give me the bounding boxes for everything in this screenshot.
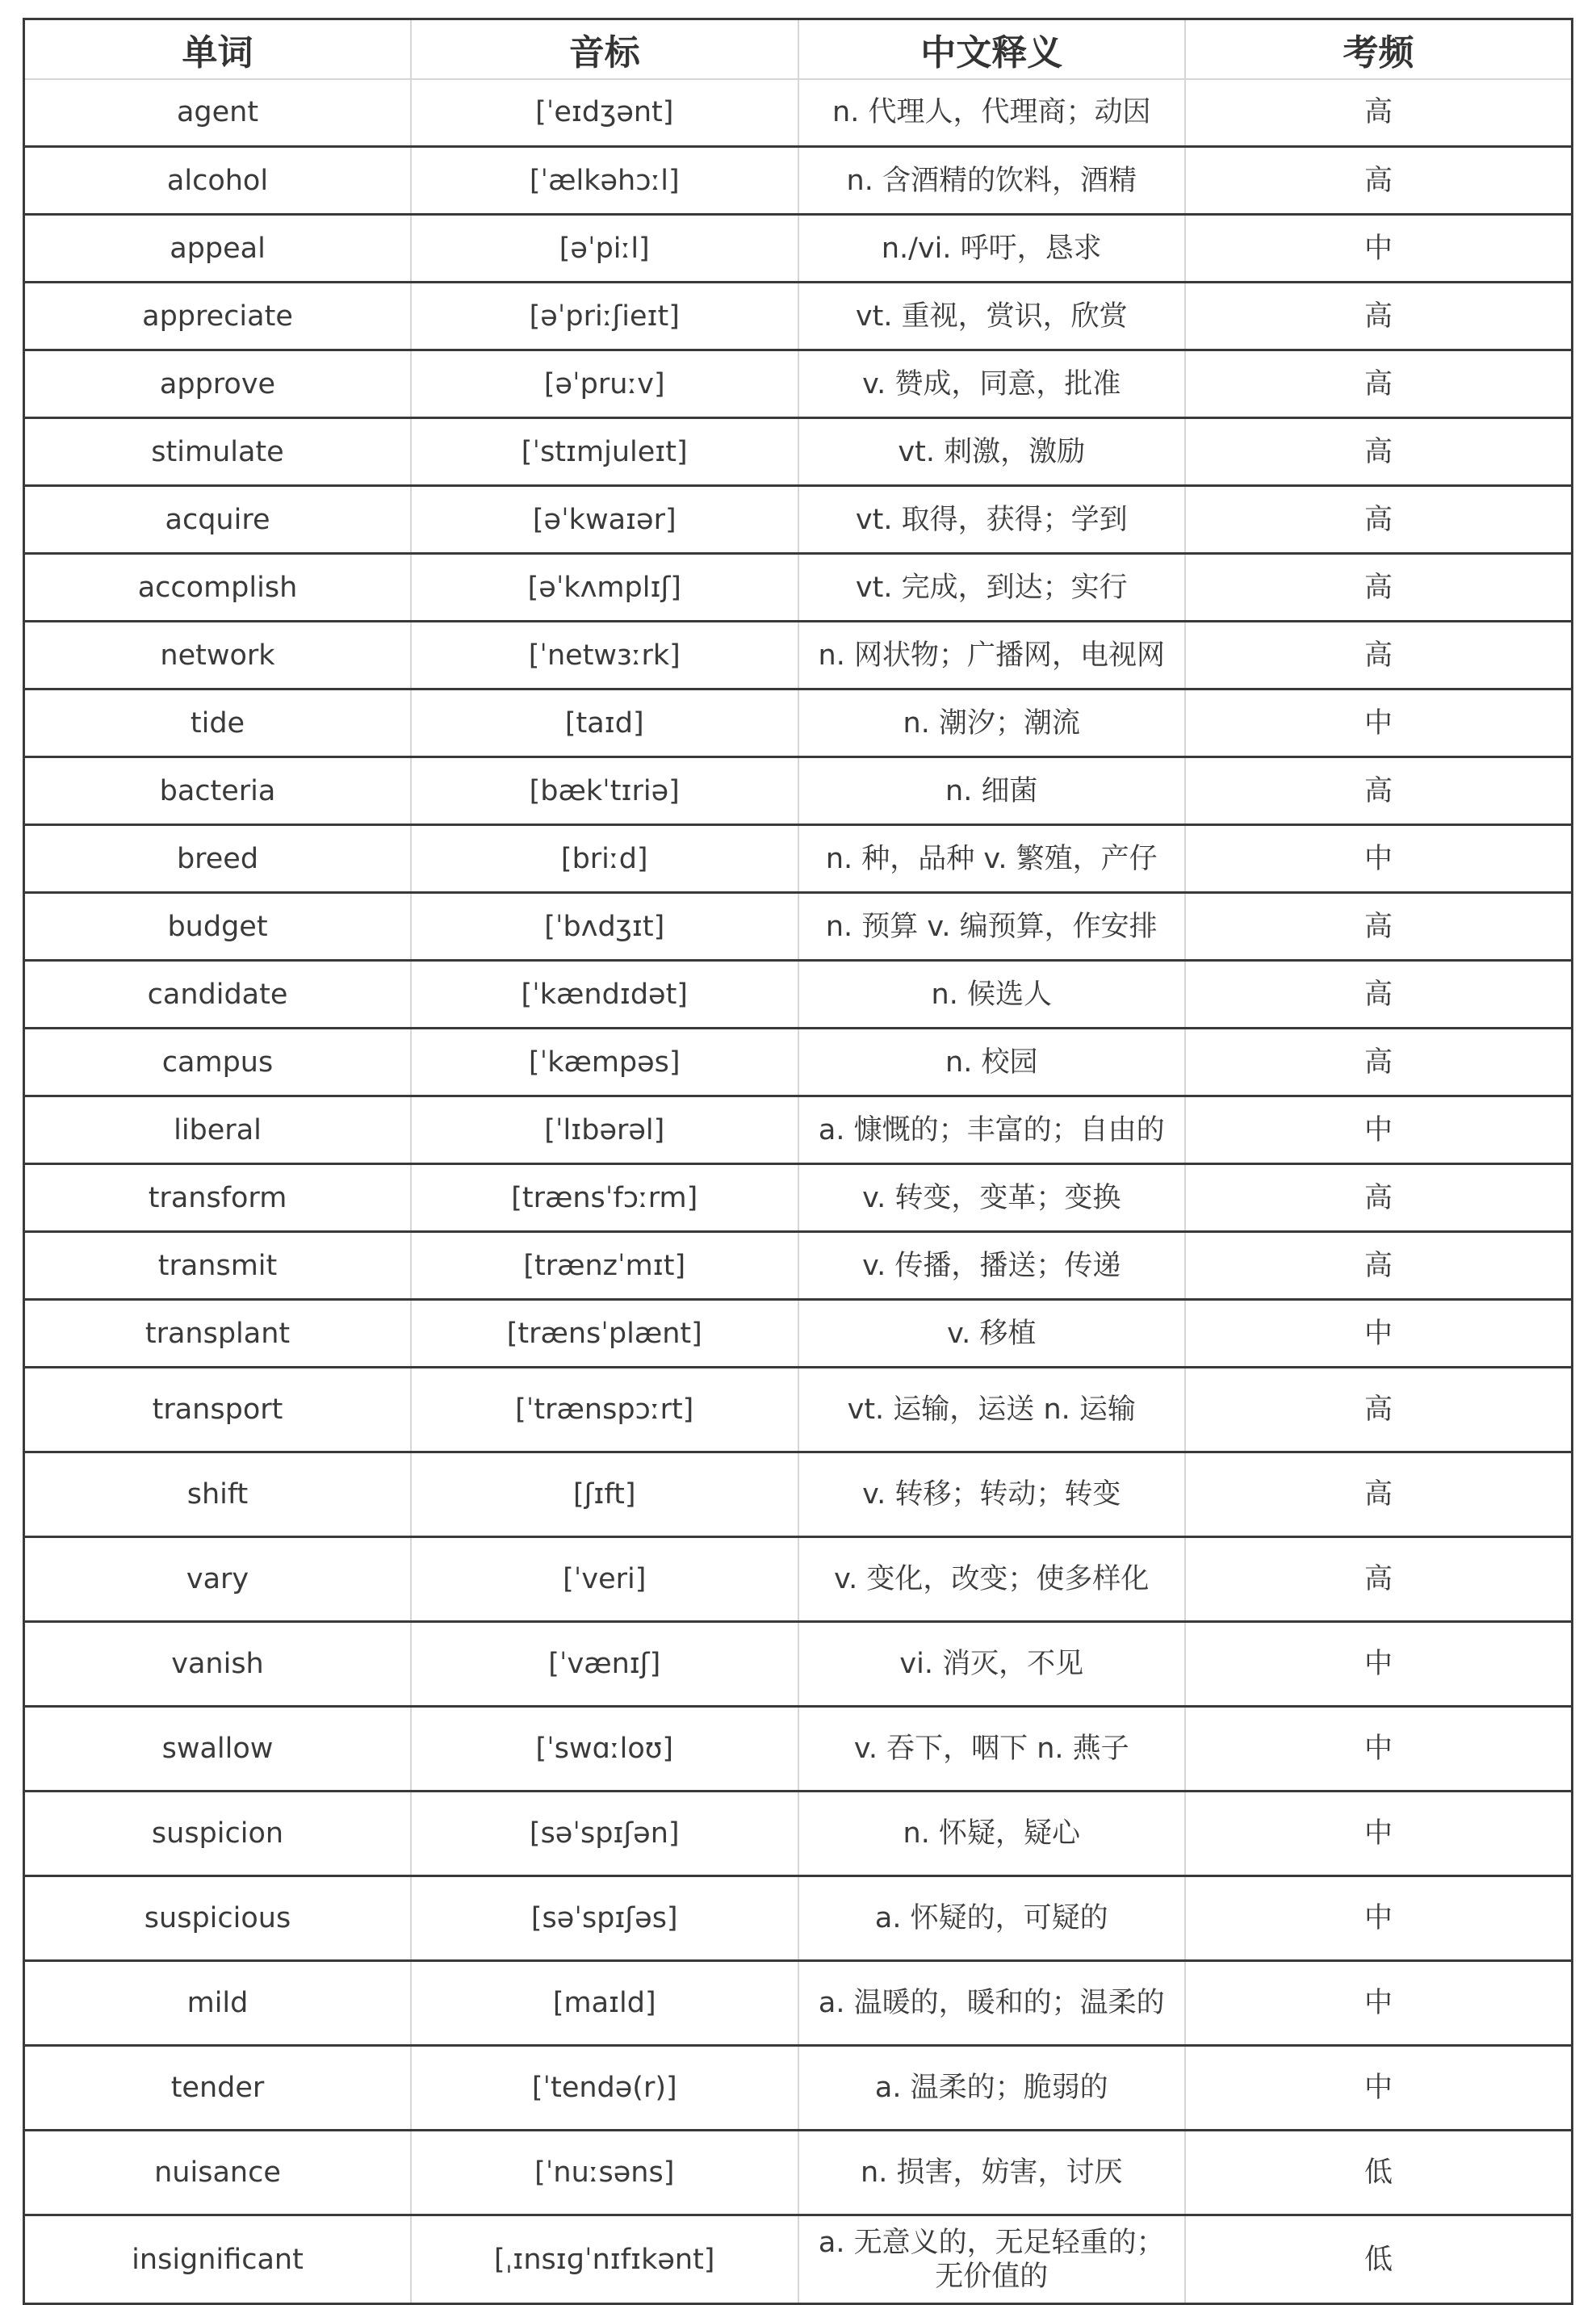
table-row (24, 1368, 1573, 1452)
cell-phonetic: [ˈlɪbərəl] (411, 1096, 798, 1164)
cell-meaning: vt. 取得，获得；学到 (798, 486, 1186, 554)
table-row (24, 689, 1573, 757)
cell-phonetic: [ˈveri] (411, 1537, 798, 1622)
cell-frequency: 高 (1185, 418, 1573, 486)
cell-phonetic: [ˈtrænspɔːrt] (411, 1368, 798, 1452)
cell-word: shift (24, 1452, 412, 1537)
cell-word: vary (24, 1537, 412, 1622)
cell-meaning: n./vi. 呼吁，恳求 (798, 215, 1186, 283)
table-row (24, 1452, 1573, 1537)
cell-word: transplant (24, 1300, 412, 1368)
cell-phonetic: [maɪld] (411, 1961, 798, 2046)
cell-frequency: 低 (1185, 2131, 1573, 2215)
table-row (24, 961, 1573, 1029)
table-row (24, 893, 1573, 961)
cell-phonetic: [əˈpruːv] (411, 350, 798, 418)
cell-phonetic: [taɪd] (411, 689, 798, 757)
cell-word: vanish (24, 1622, 412, 1707)
cell-word: appreciate (24, 283, 412, 350)
cell-phonetic: [ˈeɪdʒənt] (411, 79, 798, 147)
cell-word: alcohol (24, 147, 412, 215)
cell-phonetic: [ˈælkəhɔːl] (411, 147, 798, 215)
cell-meaning: v. 变化，改变；使多样化 (798, 1537, 1186, 1622)
table-row (24, 554, 1573, 622)
cell-meaning: v. 转移；转动；转变 (798, 1452, 1186, 1537)
cell-phonetic: [ˈswɑːloʊ] (411, 1707, 798, 1792)
table-row (24, 1792, 1573, 1876)
cell-frequency: 高 (1185, 486, 1573, 554)
cell-frequency: 低 (1185, 2215, 1573, 2304)
header-meaning: 中文释义 (798, 19, 1186, 79)
table-row (24, 1707, 1573, 1792)
cell-word: bacteria (24, 757, 412, 825)
cell-frequency: 高 (1185, 1452, 1573, 1537)
cell-phonetic: [trænsˈfɔːrm] (411, 1164, 798, 1232)
cell-meaning: n. 怀疑，疑心 (798, 1792, 1186, 1876)
cell-meaning: n. 细菌 (798, 757, 1186, 825)
cell-word: stimulate (24, 418, 412, 486)
table-row (24, 215, 1573, 283)
cell-frequency: 中 (1185, 215, 1573, 283)
cell-meaning: v. 吞下，咽下 n. 燕子 (798, 1707, 1186, 1792)
cell-frequency: 高 (1185, 283, 1573, 350)
cell-frequency: 中 (1185, 689, 1573, 757)
header-row (24, 19, 1573, 79)
cell-meaning: a. 怀疑的，可疑的 (798, 1876, 1186, 1961)
table-row (24, 1096, 1573, 1164)
header-phonetic: 音标 (411, 19, 798, 79)
table-body (24, 79, 1573, 2304)
cell-phonetic: [trænzˈmɪt] (411, 1232, 798, 1300)
table-row (24, 1876, 1573, 1961)
cell-phonetic: [səˈspɪʃəs] (411, 1876, 798, 1961)
cell-phonetic: [ˌɪnsɪɡˈnɪfɪkənt] (411, 2215, 798, 2304)
cell-frequency: 高 (1185, 757, 1573, 825)
cell-meaning: n. 潮汐；潮流 (798, 689, 1186, 757)
table-row (24, 147, 1573, 215)
cell-meaning: n. 代理人，代理商；动因 (798, 79, 1186, 147)
cell-meaning: n. 网状物；广播网，电视网 (798, 622, 1186, 689)
cell-meaning: n. 种，品种 v. 繁殖，产仔 (798, 825, 1186, 893)
cell-phonetic: [əˈkwaɪər] (411, 486, 798, 554)
cell-meaning: vt. 完成，到达；实行 (798, 554, 1186, 622)
cell-frequency: 中 (1185, 1876, 1573, 1961)
cell-meaning: vt. 重视，赏识，欣赏 (798, 283, 1186, 350)
cell-word: mild (24, 1961, 412, 2046)
table-row (24, 418, 1573, 486)
cell-meaning: vt. 刺激，激励 (798, 418, 1186, 486)
cell-frequency: 高 (1185, 622, 1573, 689)
cell-phonetic: [ˈvænɪʃ] (411, 1622, 798, 1707)
table-row (24, 350, 1573, 418)
cell-frequency: 中 (1185, 1096, 1573, 1164)
cell-meaning: n. 校园 (798, 1029, 1186, 1096)
cell-meaning: n. 含酒精的饮料，酒精 (798, 147, 1186, 215)
table-row (24, 1961, 1573, 2046)
cell-phonetic: [ˈnetwɜːrk] (411, 622, 798, 689)
cell-frequency: 高 (1185, 79, 1573, 147)
cell-phonetic: [ˈbʌdʒɪt] (411, 893, 798, 961)
table-row (24, 486, 1573, 554)
cell-phonetic: [səˈspɪʃən] (411, 1792, 798, 1876)
cell-phonetic: [ˈstɪmjuleɪt] (411, 418, 798, 486)
cell-frequency: 高 (1185, 1232, 1573, 1300)
table-row (24, 1164, 1573, 1232)
cell-word: insignificant (24, 2215, 412, 2304)
cell-word: tender (24, 2046, 412, 2131)
cell-meaning: n. 候选人 (798, 961, 1186, 1029)
cell-word: campus (24, 1029, 412, 1096)
cell-frequency: 中 (1185, 1300, 1573, 1368)
cell-frequency: 高 (1185, 350, 1573, 418)
table-row (24, 1300, 1573, 1368)
vocabulary-table (23, 18, 1573, 2305)
cell-phonetic: [trænsˈplænt] (411, 1300, 798, 1368)
cell-phonetic: [bækˈtɪriə] (411, 757, 798, 825)
cell-word: tide (24, 689, 412, 757)
cell-phonetic: [ˈtendə(r)] (411, 2046, 798, 2131)
table-row (24, 1537, 1573, 1622)
cell-word: breed (24, 825, 412, 893)
cell-meaning: a. 慷慨的；丰富的；自由的 (798, 1096, 1186, 1164)
cell-word: nuisance (24, 2131, 412, 2215)
cell-meaning: v. 移植 (798, 1300, 1186, 1368)
table-row (24, 757, 1573, 825)
cell-meaning: vt. 运输，运送 n. 运输 (798, 1368, 1186, 1452)
header-frequency: 考频 (1185, 19, 1573, 79)
cell-word: agent (24, 79, 412, 147)
cell-word: appeal (24, 215, 412, 283)
cell-word: suspicion (24, 1792, 412, 1876)
cell-phonetic: [ˈkæmpəs] (411, 1029, 798, 1096)
cell-phonetic: [əˈpiːl] (411, 215, 798, 283)
cell-frequency: 中 (1185, 825, 1573, 893)
table-row (24, 1029, 1573, 1096)
cell-word: approve (24, 350, 412, 418)
cell-frequency: 中 (1185, 1792, 1573, 1876)
cell-word: transport (24, 1368, 412, 1452)
cell-meaning: n. 损害，妨害，讨厌 (798, 2131, 1186, 2215)
cell-meaning: n. 预算 v. 编预算，作安排 (798, 893, 1186, 961)
cell-frequency: 中 (1185, 2046, 1573, 2131)
cell-meaning: a. 无意义的，无足轻重的；无价值的 (798, 2215, 1186, 2304)
table-row (24, 825, 1573, 893)
table-row (24, 2046, 1573, 2131)
cell-word: candidate (24, 961, 412, 1029)
cell-frequency: 高 (1185, 554, 1573, 622)
cell-phonetic: [əˈkʌmplɪʃ] (411, 554, 798, 622)
cell-word: suspicious (24, 1876, 412, 1961)
cell-meaning: v. 赞成，同意，批准 (798, 350, 1186, 418)
cell-meaning: v. 转变，变革；变换 (798, 1164, 1186, 1232)
table-row (24, 1622, 1573, 1707)
cell-word: swallow (24, 1707, 412, 1792)
table-row (24, 79, 1573, 147)
table-row (24, 622, 1573, 689)
cell-frequency: 中 (1185, 1961, 1573, 2046)
cell-phonetic: [ˈkændɪdət] (411, 961, 798, 1029)
table-row (24, 2215, 1573, 2304)
table-row (24, 283, 1573, 350)
cell-frequency: 中 (1185, 1622, 1573, 1707)
cell-phonetic: [ˈnuːsəns] (411, 2131, 798, 2215)
cell-meaning: v. 传播，播送；传递 (798, 1232, 1186, 1300)
cell-word: acquire (24, 486, 412, 554)
cell-frequency: 高 (1185, 1537, 1573, 1622)
table-row (24, 1232, 1573, 1300)
cell-frequency: 中 (1185, 1707, 1573, 1792)
table-row (24, 2131, 1573, 2215)
cell-phonetic: [ʃɪft] (411, 1452, 798, 1537)
cell-meaning: a. 温暖的，暖和的；温柔的 (798, 1961, 1186, 2046)
cell-word: budget (24, 893, 412, 961)
cell-meaning: vi. 消灭，不见 (798, 1622, 1186, 1707)
cell-phonetic: [briːd] (411, 825, 798, 893)
cell-frequency: 高 (1185, 1164, 1573, 1232)
cell-frequency: 高 (1185, 147, 1573, 215)
cell-word: transform (24, 1164, 412, 1232)
cell-meaning: a. 温柔的；脆弱的 (798, 2046, 1186, 2131)
cell-frequency: 高 (1185, 893, 1573, 961)
cell-frequency: 高 (1185, 1029, 1573, 1096)
header-word: 单词 (24, 19, 412, 79)
cell-frequency: 高 (1185, 961, 1573, 1029)
cell-word: liberal (24, 1096, 412, 1164)
cell-word: accomplish (24, 554, 412, 622)
cell-phonetic: [əˈpriːʃieɪt] (411, 283, 798, 350)
cell-word: network (24, 622, 412, 689)
cell-frequency: 高 (1185, 1368, 1573, 1452)
cell-word: transmit (24, 1232, 412, 1300)
